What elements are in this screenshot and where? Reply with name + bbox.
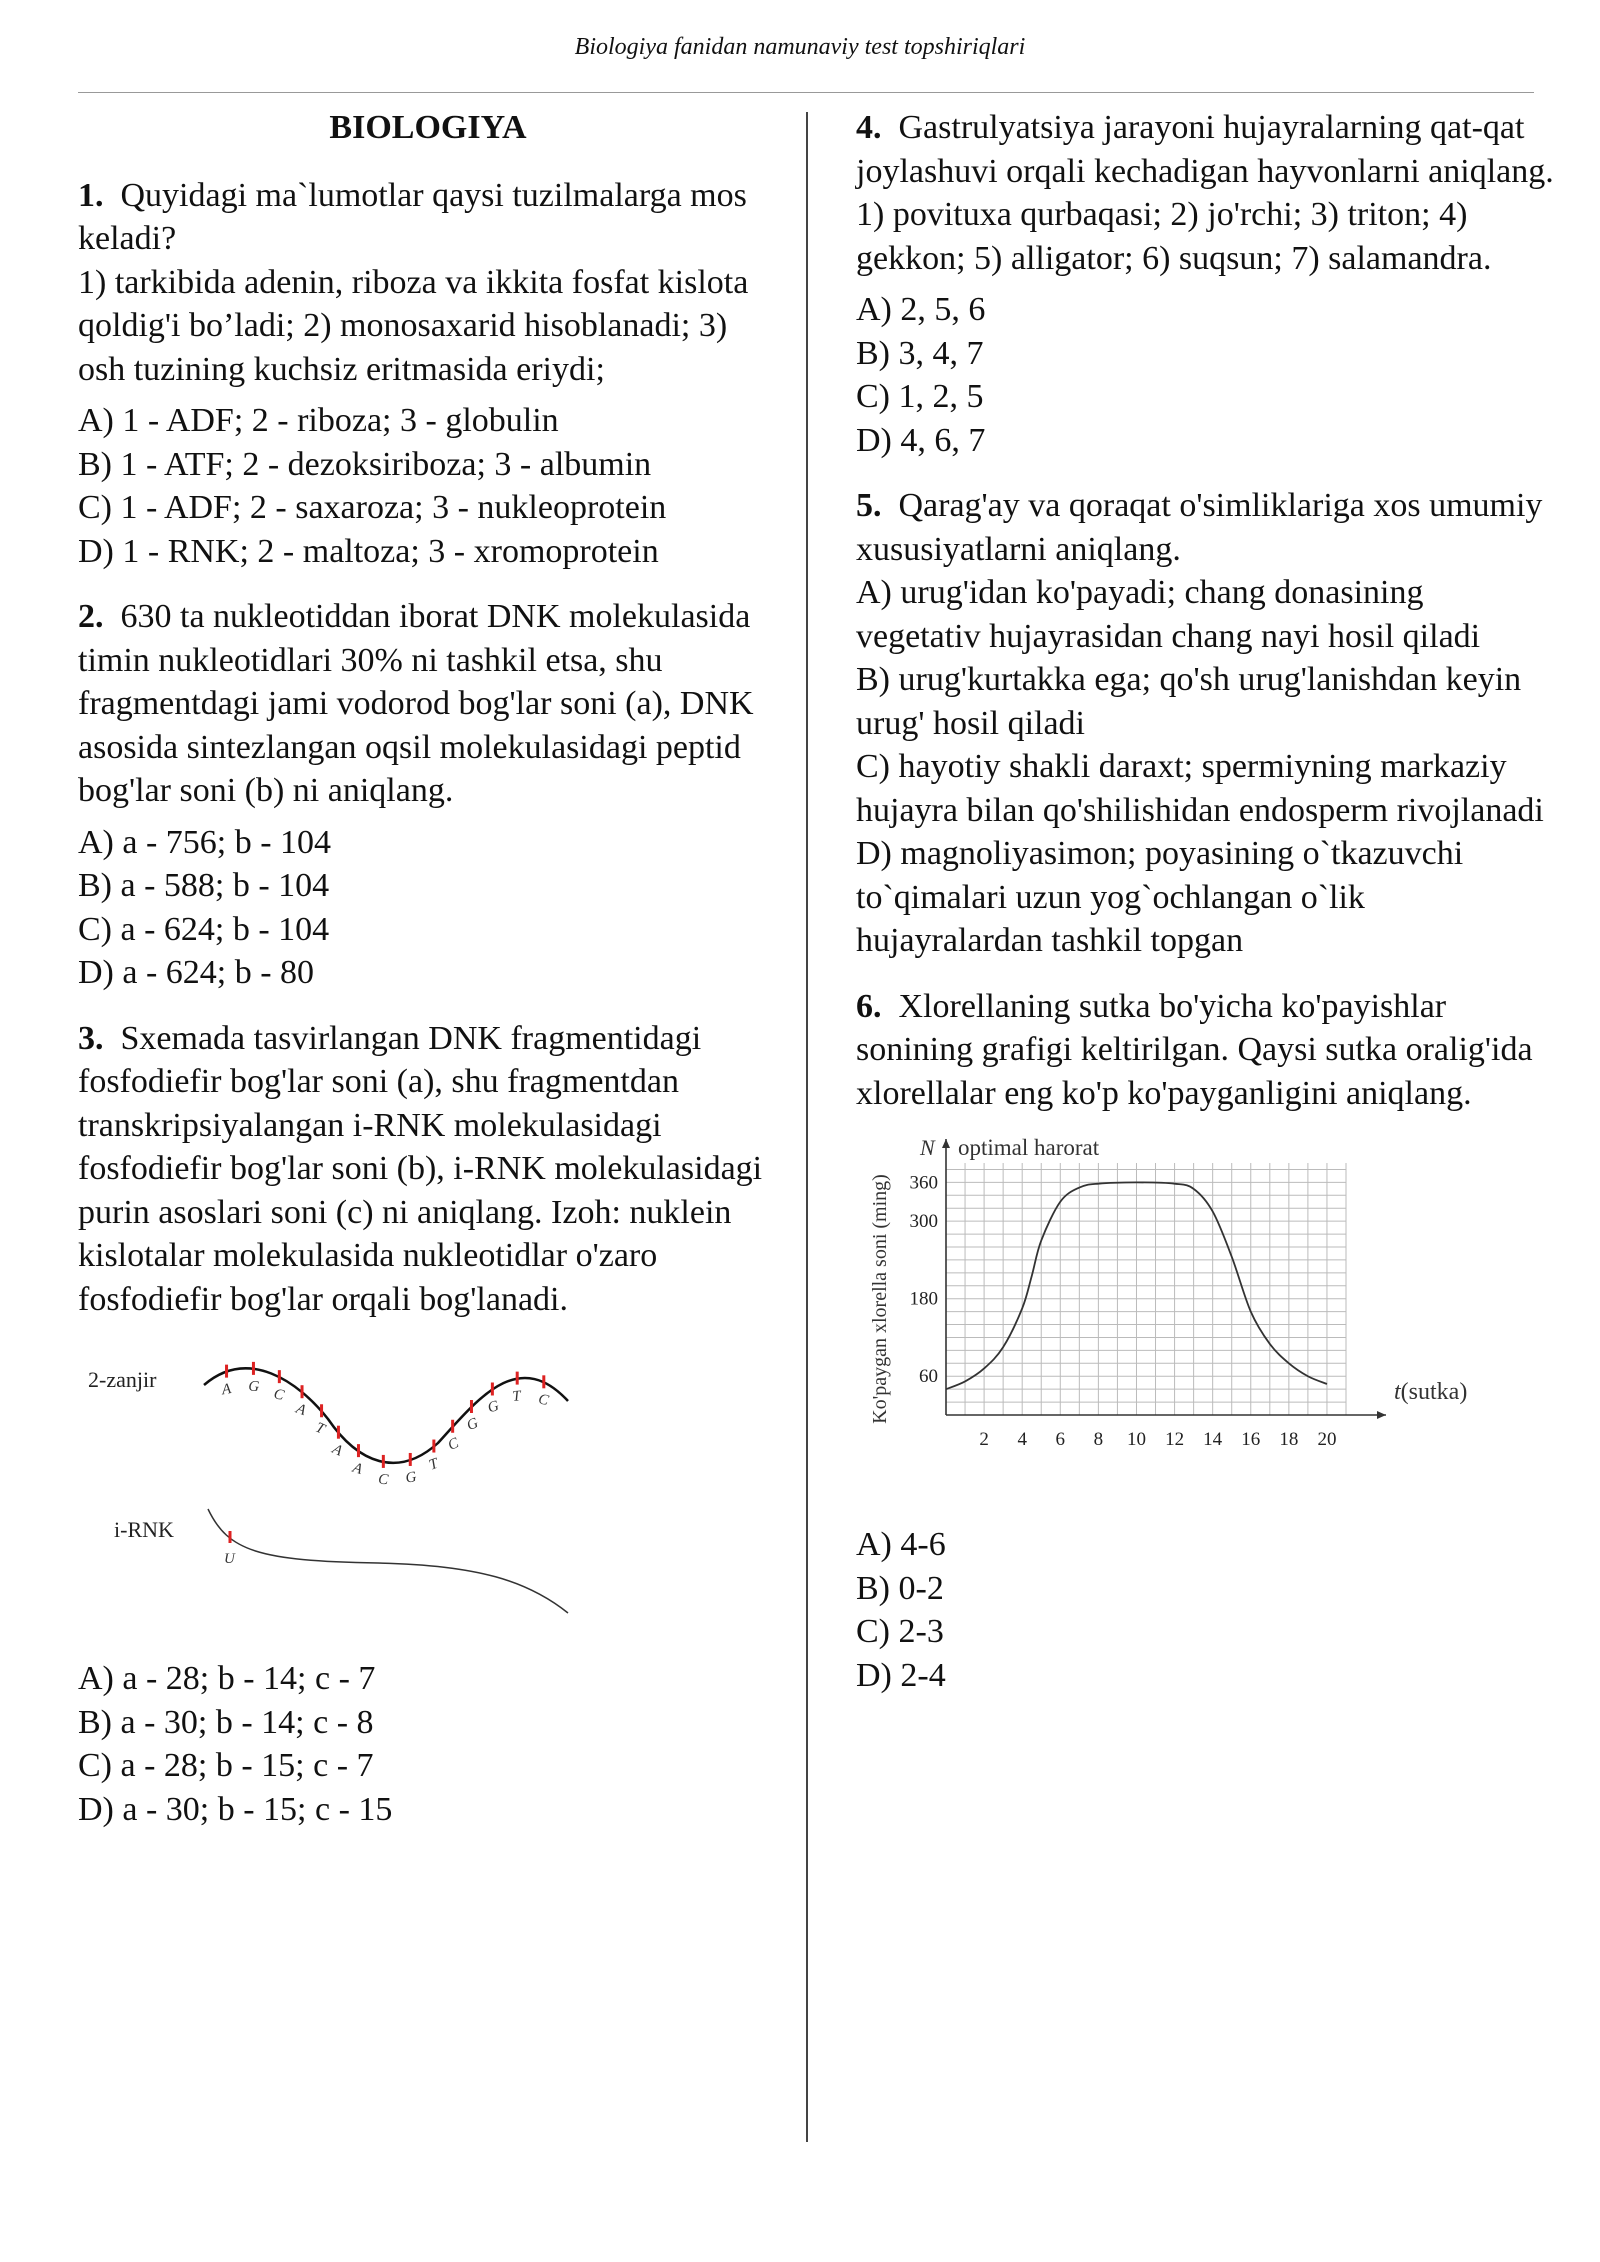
option-b[interactable]: B) 3, 4, 7: [856, 334, 984, 372]
option-d[interactable]: D) magnoliyasimon; poyasining o`tkazuvchi to`qimalari uzun yog`ochlangan o`lik hujayralardan tashkil topgan: [856, 835, 1464, 959]
option-c[interactable]: C) 2-3: [856, 1613, 944, 1650]
dna-base-label: A: [329, 1441, 345, 1460]
x-tick-label: 20: [1317, 1429, 1337, 1450]
column-divider: [806, 112, 808, 2142]
dna-base-label: T: [511, 1388, 522, 1405]
chart-grid: [946, 1163, 1346, 1415]
question-2-options: [78, 821, 778, 995]
question-4-text: 4. Gastrulyatsiya jarayoni hujayralarning qat-qat joylashuvi orqali kechadigan hayvonlarni aniqlang.: [856, 109, 1554, 190]
option-a[interactable]: A) 2, 5, 6: [856, 291, 986, 328]
x-tick-label: 2: [979, 1429, 989, 1450]
option-b[interactable]: B) urug'kurtakka ega; qo'sh urug'lanishdan keyin urug' hosil qiladi: [856, 661, 1522, 742]
question-1: [78, 174, 778, 574]
growth-chart: [856, 1129, 1536, 1489]
option-b[interactable]: B) a - 30; b - 14; c - 8: [78, 1703, 374, 1741]
option-d[interactable]: D) a - 30; b - 15; c - 15: [78, 1790, 393, 1828]
option-b[interactable]: B) a - 588; b - 104: [78, 867, 330, 904]
question-number: 1.: [78, 176, 104, 214]
question-number: 2.: [78, 598, 104, 635]
page-header: Biologiya fanidan namunaviy test topshiriqlari: [574, 34, 1026, 60]
x-axis-unit: (sutka): [1400, 1379, 1468, 1405]
x-tick-label: 6: [1055, 1429, 1066, 1450]
option-c[interactable]: C) a - 28; b - 15; c - 7: [78, 1747, 374, 1784]
question-5-options: [856, 571, 1556, 963]
question-2: [78, 595, 778, 995]
subject-title: BIOLOGIYA: [329, 109, 527, 146]
option-c[interactable]: C) hayotiy shakli daraxt; spermiyning markaziy hujayra bilan qo'shilishidan endosperm rivojlanadi: [856, 748, 1544, 829]
dna-base-label: A: [293, 1400, 308, 1420]
rna-strand: [208, 1509, 568, 1613]
question-5-text: 5. Qarag'ay va qoraqat o'simliklariga xos umumiy xususiyatlarni aniqlang.: [856, 487, 1543, 568]
dna-base-label: T: [312, 1419, 328, 1438]
option-d[interactable]: D) a - 624; b - 80: [78, 954, 315, 991]
right-column: [856, 106, 1556, 1697]
option-b[interactable]: B) 0-2: [856, 1569, 944, 1607]
left-column: [78, 106, 778, 1831]
question-2-text: 2. 630 ta nukleotiddan iborat DNK molekulasida timin nukleotidlari 30% ni tashkil etsa, shu fragmentdagi jami vodorod bog'lar soni (a), DNK asosida sintezlangan oqsil molekulasidagi peptid bog'lar soni (b) ni aniqlang.: [78, 598, 754, 809]
y-axis-arrow-icon: [942, 1139, 950, 1148]
y-axis-symbol: N: [920, 1135, 935, 1160]
option-c[interactable]: C) 1 - ADF; 2 - saxaroza; 3 - nukleoprotein: [78, 489, 667, 526]
x-axis-label: [1394, 1379, 1467, 1405]
option-a[interactable]: A) a - 756; b - 104: [78, 823, 332, 861]
question-number: 5.: [856, 487, 882, 524]
question-4-detail: 1) povituxa qurbaqasi; 2) jo'rchi; 3) triton; 4) gekkon; 5) alligator; 6) suqsun; 7) salamandra.: [856, 196, 1492, 277]
question-number: 3.: [78, 1019, 104, 1057]
question-6-options: [856, 1523, 1556, 1697]
option-a[interactable]: A) 4-6: [856, 1526, 946, 1563]
option-a[interactable]: A) urug'idan ko'payadi; chang donasining vegetativ hujayrasidan chang nayi hosil qiladi: [856, 574, 1481, 655]
option-b[interactable]: B) 1 - ATF; 2 - dezoksiriboza; 3 - albumin: [78, 445, 652, 483]
x-tick-label: 12: [1165, 1429, 1185, 1450]
x-tick-label: 4: [1017, 1429, 1027, 1450]
dna-base-label: T: [427, 1455, 441, 1474]
chain-label: 2-zanjir: [88, 1367, 157, 1392]
y-tick-label: 360: [909, 1172, 938, 1194]
question-6-text: 6. Xlorellaning sutka bo'yicha ko'payishlar sonining grafigi keltirilgan. Qaysi sutka oralig'ida xlorellalar eng ko'p ko'payganligini aniqlang.: [856, 987, 1533, 1112]
option-a[interactable]: A) a - 28; b - 14; c - 7: [78, 1660, 376, 1697]
dna-diagram: [78, 1351, 658, 1631]
dna-bases: [220, 1362, 551, 1489]
x-tick-label: 10: [1126, 1429, 1146, 1450]
x-tick-label: 14: [1203, 1429, 1223, 1450]
y-axis-label: Ko'paygan xlorella soni (ming): [869, 1174, 891, 1424]
dna-base-label: G: [464, 1415, 481, 1435]
option-a[interactable]: A) 1 - ADF; 2 - riboza; 3 - globulin: [78, 402, 559, 439]
x-axis-arrow-icon: [1377, 1411, 1386, 1419]
question-1-detail: 1) tarkibida adenin, riboza va ikkita fosfat kislota qoldig'i bo’ladi; 2) monosaxarid hisoblanadi; 3) osh tuzining kuchsiz eritmasida eriydi;: [78, 263, 749, 388]
dna-base-label: C: [377, 1471, 389, 1489]
question-6: [856, 985, 1556, 1698]
option-c[interactable]: C) 1, 2, 5: [856, 378, 984, 415]
dna-base-label: A: [350, 1459, 365, 1478]
header-rule: [78, 92, 1534, 93]
x-axis-symbol: t: [1394, 1379, 1401, 1405]
dna-base-label: C: [445, 1435, 462, 1454]
rna-label: i-RNK: [114, 1517, 174, 1542]
x-tick-label: 8: [1093, 1429, 1104, 1450]
dna-base-label: G: [404, 1469, 418, 1487]
question-4: [856, 106, 1556, 462]
dna-base-label: C: [536, 1391, 551, 1410]
rna-base-label: U: [224, 1551, 235, 1567]
y-tick-label: 300: [909, 1211, 938, 1233]
question-number: 6.: [856, 987, 882, 1025]
question-3: [78, 1017, 778, 1832]
option-d[interactable]: D) 2-4: [856, 1656, 946, 1694]
dna-base-label: A: [220, 1381, 233, 1399]
dna-base-label: C: [272, 1386, 286, 1405]
option-d[interactable]: D) 4, 6, 7: [856, 421, 986, 459]
y-tick-label: 180: [909, 1288, 938, 1310]
question-3-text: 3. Sxemada tasvirlangan DNK fragmentidagi fosfodiefir bog'lar soni (a), shu fragmentdan transkripsiyalangan i-RNK molekulasidagi fosfodiefir bog'lar soni (b), i-RNK molekulasidagi purin asoslari soni (c) ni aniqlang. Izoh: nuklein kislotalar molekulasida nukleotidlar o'zaro fosfodiefir bog'lar orqali bog'lanadi.: [78, 1019, 763, 1318]
question-3-options: [78, 1657, 778, 1831]
question-4-options: [856, 288, 1556, 462]
option-c[interactable]: C) a - 624; b - 104: [78, 910, 330, 948]
legend-label: optimal harorat: [958, 1135, 1100, 1160]
question-1-options: [78, 399, 778, 573]
question-number: 4.: [856, 109, 882, 146]
y-tick-label: 60: [919, 1366, 938, 1388]
dna-base-label: G: [247, 1378, 260, 1396]
dna-base-label: G: [485, 1398, 501, 1417]
question-1-text: 1. Quyidagi ma`lumotlar qaysi tuzilmalarga mos keladi?: [78, 176, 747, 257]
x-tick-label: 16: [1241, 1429, 1261, 1450]
x-tick-label: 18: [1279, 1429, 1299, 1450]
question-5: [856, 484, 1556, 963]
option-d[interactable]: D) 1 - RNK; 2 - maltoza; 3 - xromoprotein: [78, 532, 659, 570]
